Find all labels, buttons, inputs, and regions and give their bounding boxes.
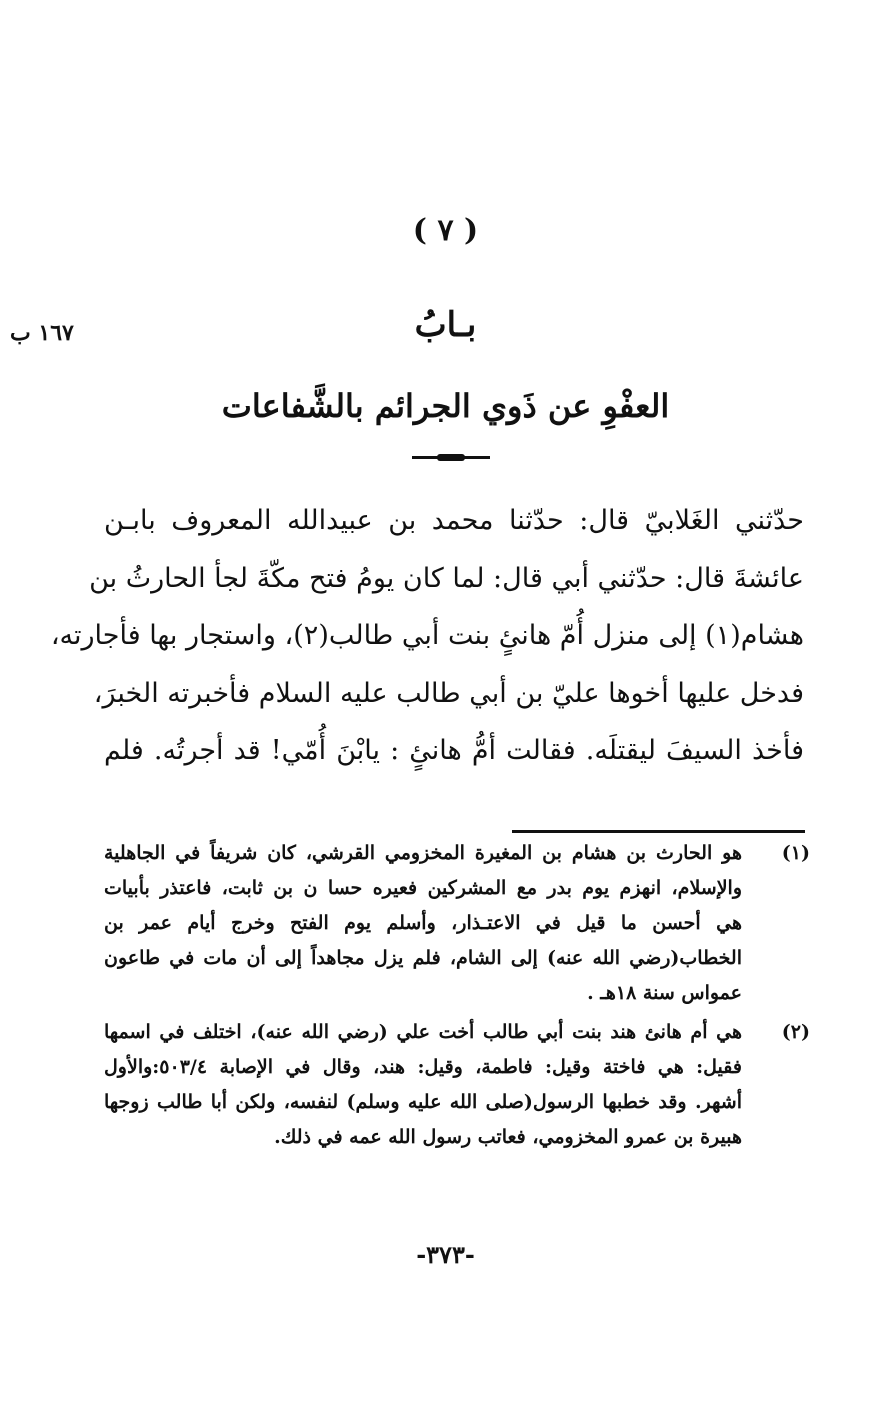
footnote-marker: (١) (781, 842, 810, 864)
footnote-1 (104, 836, 810, 1011)
margin-folio-reference: ١٦٧ ب (10, 320, 74, 346)
text-line: حدّثني الغَلابيّ قال: حدّثنا محمد بن عبيدالله المعروف بابـن (104, 505, 804, 536)
footnote-line: الخطاب(رضي الله عنه) إلى الشام، فلم يزل مجاهداً إلى أن مات في طاعون (104, 947, 742, 969)
footnote-line: أشهر. وقد خطبها الرسول(صلى الله عليه وسلم) لنفسه، ولكن أبا طالب زوجها (104, 1091, 742, 1113)
footnote-line: هي أم هانئ هند بنت أبي طالب أخت علي (رضي الله عنه)، اختلف في اسمها (104, 1021, 742, 1043)
footnote-separator-rule (512, 830, 805, 833)
chapter-title: العفْوِ عن ذَوي الجرائم بالشَّفاعات (221, 387, 670, 425)
chapter-number: ( ٧ ) (412, 213, 479, 248)
footnote-line: فقيل: هي فاختة وقيل: فاطمة، وقيل: هند، وقال في الإصابة ٥٠٣/٤:والأول (104, 1056, 742, 1078)
footnotes-section (104, 836, 810, 1159)
footnote-line: هي أحسن ما قيل في الاعتـذار، وأسلم يوم الفتح وخرج أيام عمر بن (104, 912, 742, 934)
main-text-block (50, 492, 804, 780)
footnote-line: هو الحارث بن هشام بن المغيرة المخزومي القرشي، كان شريفاً في الجاهلية (104, 842, 742, 864)
footnote-body (104, 1015, 742, 1155)
page-number: -٣٧٣- (416, 1240, 475, 1269)
footnote-line: هبيرة بن عمرو المخزومي، فعاتب رسول الله عمه في ذلك. (274, 1126, 742, 1148)
text-line: عائشةَ قال: حدّثني أبي قال: لما كان يومُ فتح مكّةَ لجأ الحارثُ بن (89, 562, 804, 594)
section-label: بـابُ (414, 305, 477, 345)
footnote-line: عمواس سنة ١٨هـ . (587, 982, 742, 1004)
footnote-2 (104, 1015, 810, 1155)
text-line: فأخذ السيفَ ليقتلَه. فقالت أمُّ هانئٍ : يابْنَ أُمّي! قد أجرتُه. فلم (104, 735, 804, 766)
footnote-marker: (٢) (781, 1021, 810, 1043)
footnote-body (104, 836, 742, 1011)
text-line: فدخل عليها أخوها عليّ بن أبي طالب عليه السلام فأخبرته الخبرَ، (93, 677, 804, 709)
text-line: هشام(١) إلى منزل أُمّ هانئٍ بنت أبي طالب(٢)، واستجار بها فأجارته، (50, 620, 804, 651)
title-ornament-divider (412, 456, 490, 459)
footnote-line: والإسلام، انهزم يوم بدر مع المشركين فعيره حسا ن بن ثابت، فاعتذر بأبيات (104, 877, 742, 899)
